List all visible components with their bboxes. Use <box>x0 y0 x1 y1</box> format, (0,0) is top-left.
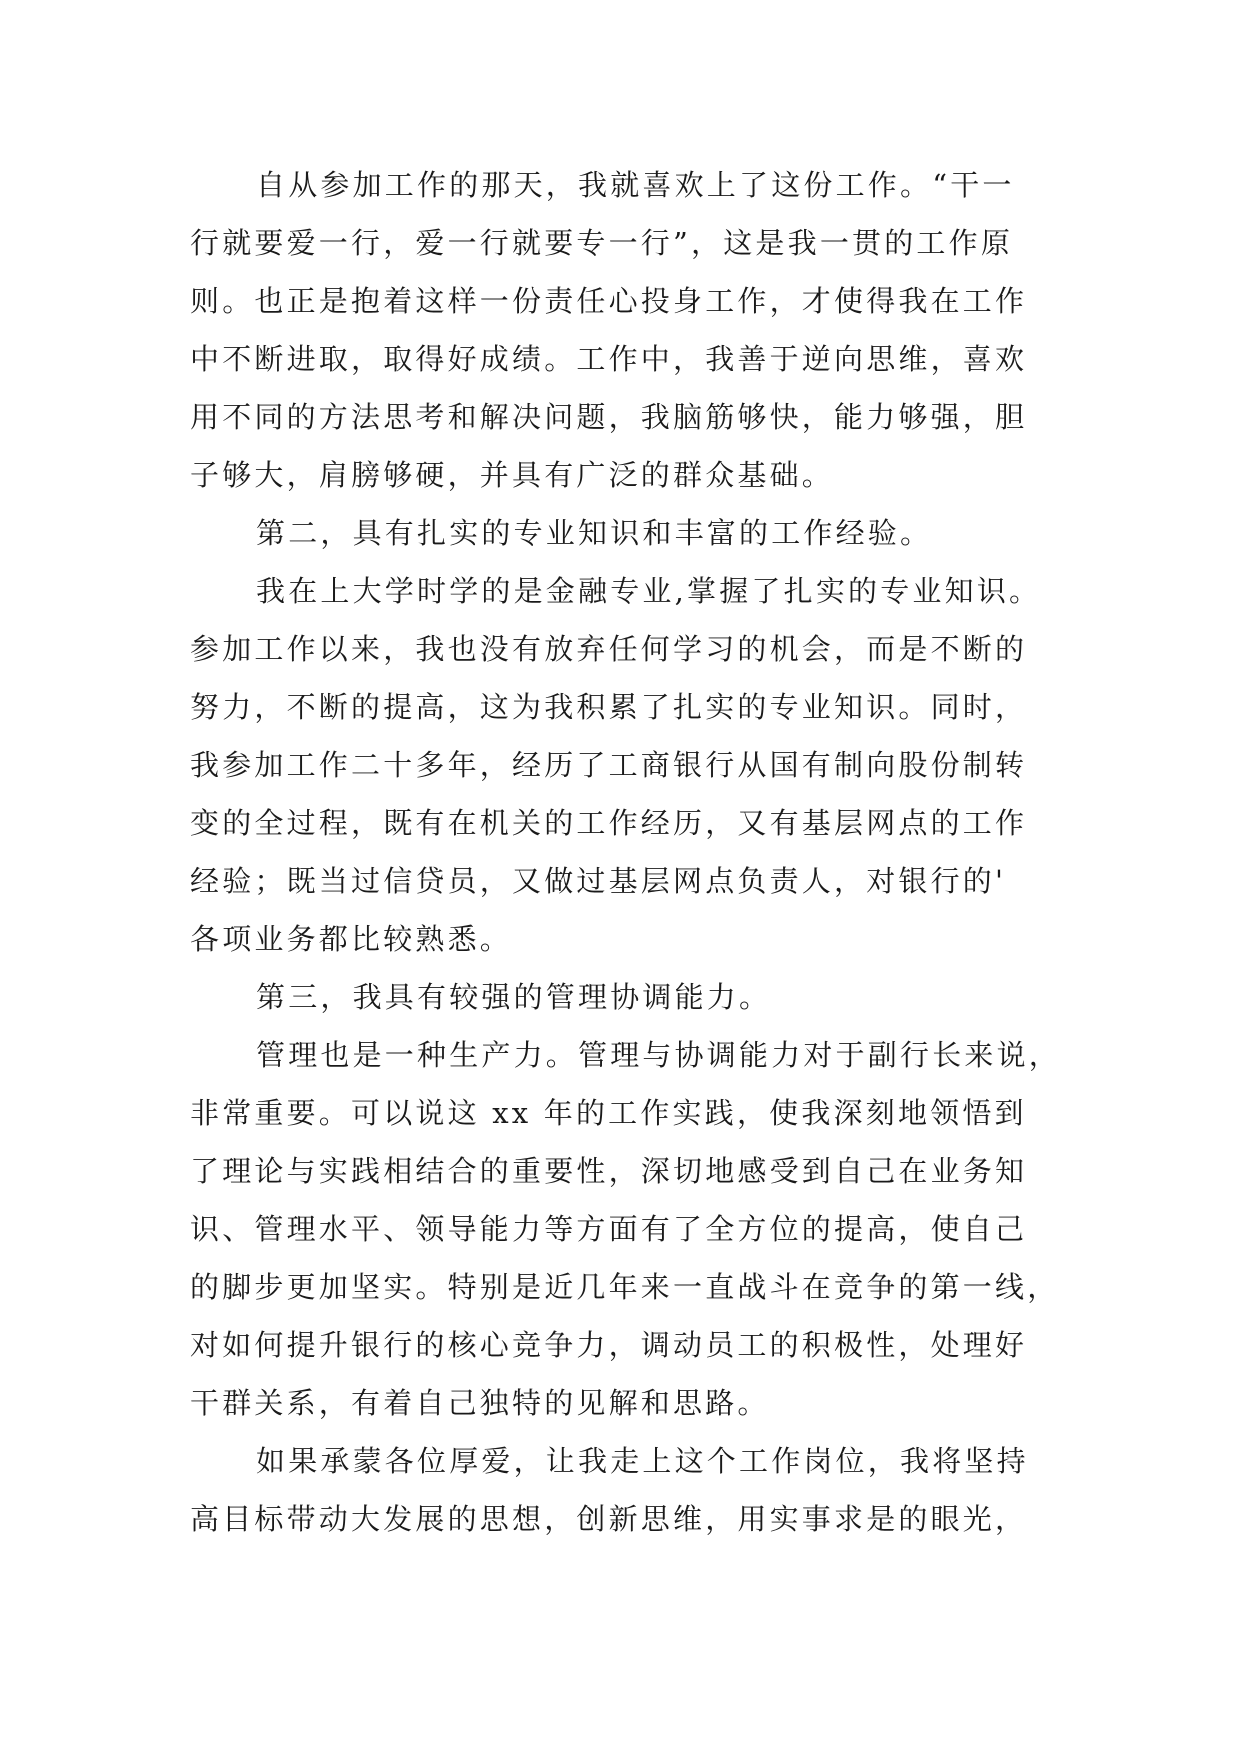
paragraph-line: 了理论与实践相结合的重要性，深切地感受到自己在业务知 <box>190 1154 1028 1188</box>
paragraph-line: 则。也正是抱着这样一份责任心投身工作，才使得我在工作 <box>190 284 1028 318</box>
paragraph-line: 管理也是一种生产力。管理与协调能力对于副行长来说， <box>256 1038 1062 1072</box>
paragraph-line: 努力，不断的提高，这为我积累了扎实的专业知识。同时， <box>190 690 1028 724</box>
paragraph-line: 自从参加工作的那天，我就喜欢上了这份工作。“干一 <box>256 168 1015 202</box>
paragraph-line: 我参加工作二十多年，经历了工商银行从国有制向股份制转 <box>190 748 1028 782</box>
paragraph-line: 如果承蒙各位厚爱，让我走上这个工作岗位，我将坚持 <box>256 1444 1029 1478</box>
paragraph-line: 非常重要。可以说这 xx 年的工作实践，使我深刻地领悟到 <box>190 1096 1027 1130</box>
paragraph-line: 对如何提升银行的核心竞争力，调动员工的积极性，处理好 <box>190 1328 1028 1362</box>
paragraph-line: 行就要爱一行，爱一行就要专一行”，这是我一贯的工作原 <box>190 226 1014 260</box>
paragraph-line: 干群关系，有着自己独特的见解和思路。 <box>190 1386 770 1420</box>
paragraph-line: 用不同的方法思考和解决问题，我脑筋够快，能力够强，胆 <box>190 400 1028 434</box>
section-heading: 第二，具有扎实的专业知识和丰富的工作经验。 <box>256 516 933 550</box>
paragraph-line: 我在上大学时学的是金融专业,掌握了扎实的专业知识。 <box>256 574 1042 608</box>
paragraph-line: 中不断进取，取得好成绩。工作中，我善于逆向思维，喜欢 <box>190 342 1028 376</box>
paragraph-line: 变的全过程，既有在机关的工作经历，又有基层网点的工作 <box>190 806 1028 840</box>
paragraph-line: 子够大，肩膀够硬，并具有广泛的群众基础。 <box>190 458 835 492</box>
paragraph-line: 经验；既当过信贷员，又做过基层网点负责人，对银行的' <box>190 864 1007 898</box>
paragraph-line: 参加工作以来，我也没有放弃任何学习的机会，而是不断的 <box>190 632 1028 666</box>
document-body <box>190 156 1070 1548</box>
paragraph-line: 识、管理水平、领导能力等方面有了全方位的提高，使自己 <box>190 1212 1028 1246</box>
paragraph-line: 的脚步更加坚实。特别是近几年来一直战斗在竞争的第一线， <box>190 1270 1060 1304</box>
paragraph-line: 高目标带动大发展的思想，创新思维，用实事求是的眼光， <box>190 1502 1028 1536</box>
section-heading: 第三，我具有较强的管理协调能力。 <box>256 980 772 1014</box>
paragraph-line: 各项业务都比较熟悉。 <box>190 922 513 956</box>
